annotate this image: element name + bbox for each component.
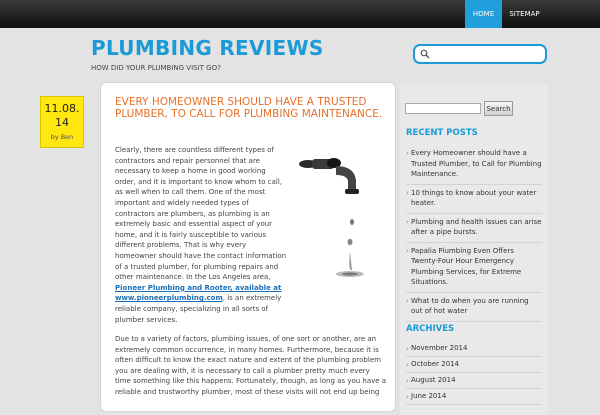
- recent-post-link[interactable]: › Papalia Plumbing Even Offers Twenty-Four Hour Emergency Plumbing Services, for Extreme Situations.: [406, 243, 542, 293]
- site-title[interactable]: PLUMBING REVIEWS: [91, 36, 324, 60]
- nav-sitemap[interactable]: SITEMAP: [509, 10, 540, 18]
- top-navigation-bar: [0, 0, 600, 28]
- post-date: 11.08.14: [44, 102, 80, 129]
- sidebar-search-button[interactable]: Search: [484, 101, 513, 116]
- header-search-input[interactable]: [432, 48, 540, 60]
- nav-home[interactable]: HOME: [465, 0, 502, 28]
- archives-heading: ARCHIVES: [406, 324, 455, 334]
- post-text: , is an extremely reliable company, specializing in all sorts of plumber services.: [115, 294, 282, 324]
- recent-posts-heading: RECENT POSTS: [406, 128, 478, 138]
- archive-link[interactable]: › June 2014: [406, 389, 542, 405]
- recent-post-link[interactable]: › Every Homeowner should have a Trusted Plumber, to Call for Plumbing Maintenance.: [406, 145, 542, 185]
- recent-posts-list: [406, 145, 542, 322]
- pioneer-plumbing-link[interactable]: Pioneer Plumbing and Rooter, available at www.pioneerplumbing.com: [115, 283, 282, 303]
- sidebar-search-input[interactable]: [405, 103, 481, 114]
- recent-post-link[interactable]: › What to do when you are running out of hot water: [406, 293, 542, 322]
- recent-post-link[interactable]: › 10 things to know about your water heater.: [406, 185, 542, 214]
- post-text: Clearly, there are countless different types of contractors and repair personnel that are necessary to keep a home in good working order, and it is important to know whom to call, as well when to call them. One of the most important and widely needed types of contractors are plumbers, as plumbing is an extremely basic and essential aspect of your home, and it is fairly susceptible to various different problems. That is why every homeowner should have the contact information of a trusted plumber, for plumbing repairs and other maintenance. In the Los Angeles area,: [115, 146, 287, 282]
- post-date-badge: [40, 96, 84, 148]
- archive-link[interactable]: › November 2014: [406, 341, 542, 357]
- archives-list: [406, 341, 542, 405]
- header-search-box[interactable]: [413, 44, 547, 64]
- archive-link[interactable]: › August 2014: [406, 373, 542, 389]
- post-title[interactable]: EVERY HOMEOWNER SHOULD HAVE A TRUSTED PLUMBER, TO CALL FOR PLUMBING MAINTENANCE.: [115, 96, 383, 120]
- archive-link[interactable]: › October 2014: [406, 357, 542, 373]
- post-author: by Ben: [50, 133, 74, 141]
- post-paragraph: [115, 145, 287, 325]
- search-icon: [420, 49, 430, 59]
- site-tagline: HOW DID YOUR PLUMBING VISIT GO?: [91, 64, 221, 72]
- recent-post-link[interactable]: › Plumbing and health issues can arise after a pipe bursts.: [406, 214, 542, 243]
- post-paragraph: Due to a variety of factors, plumbing issues, of one sort or another, are an extremely common occurrence, in many homes. Furthermore, because it is often difficult to know the exact nature and extent of the plumbing problem you are dealing with, it is necessary to call a plumber pretty much every time something like this happens. Fortunately, though, as long as you have a reliable and trustworthy plumber, most of these visits will not end up being: [115, 335, 387, 396]
- faucet-image: [292, 150, 384, 288]
